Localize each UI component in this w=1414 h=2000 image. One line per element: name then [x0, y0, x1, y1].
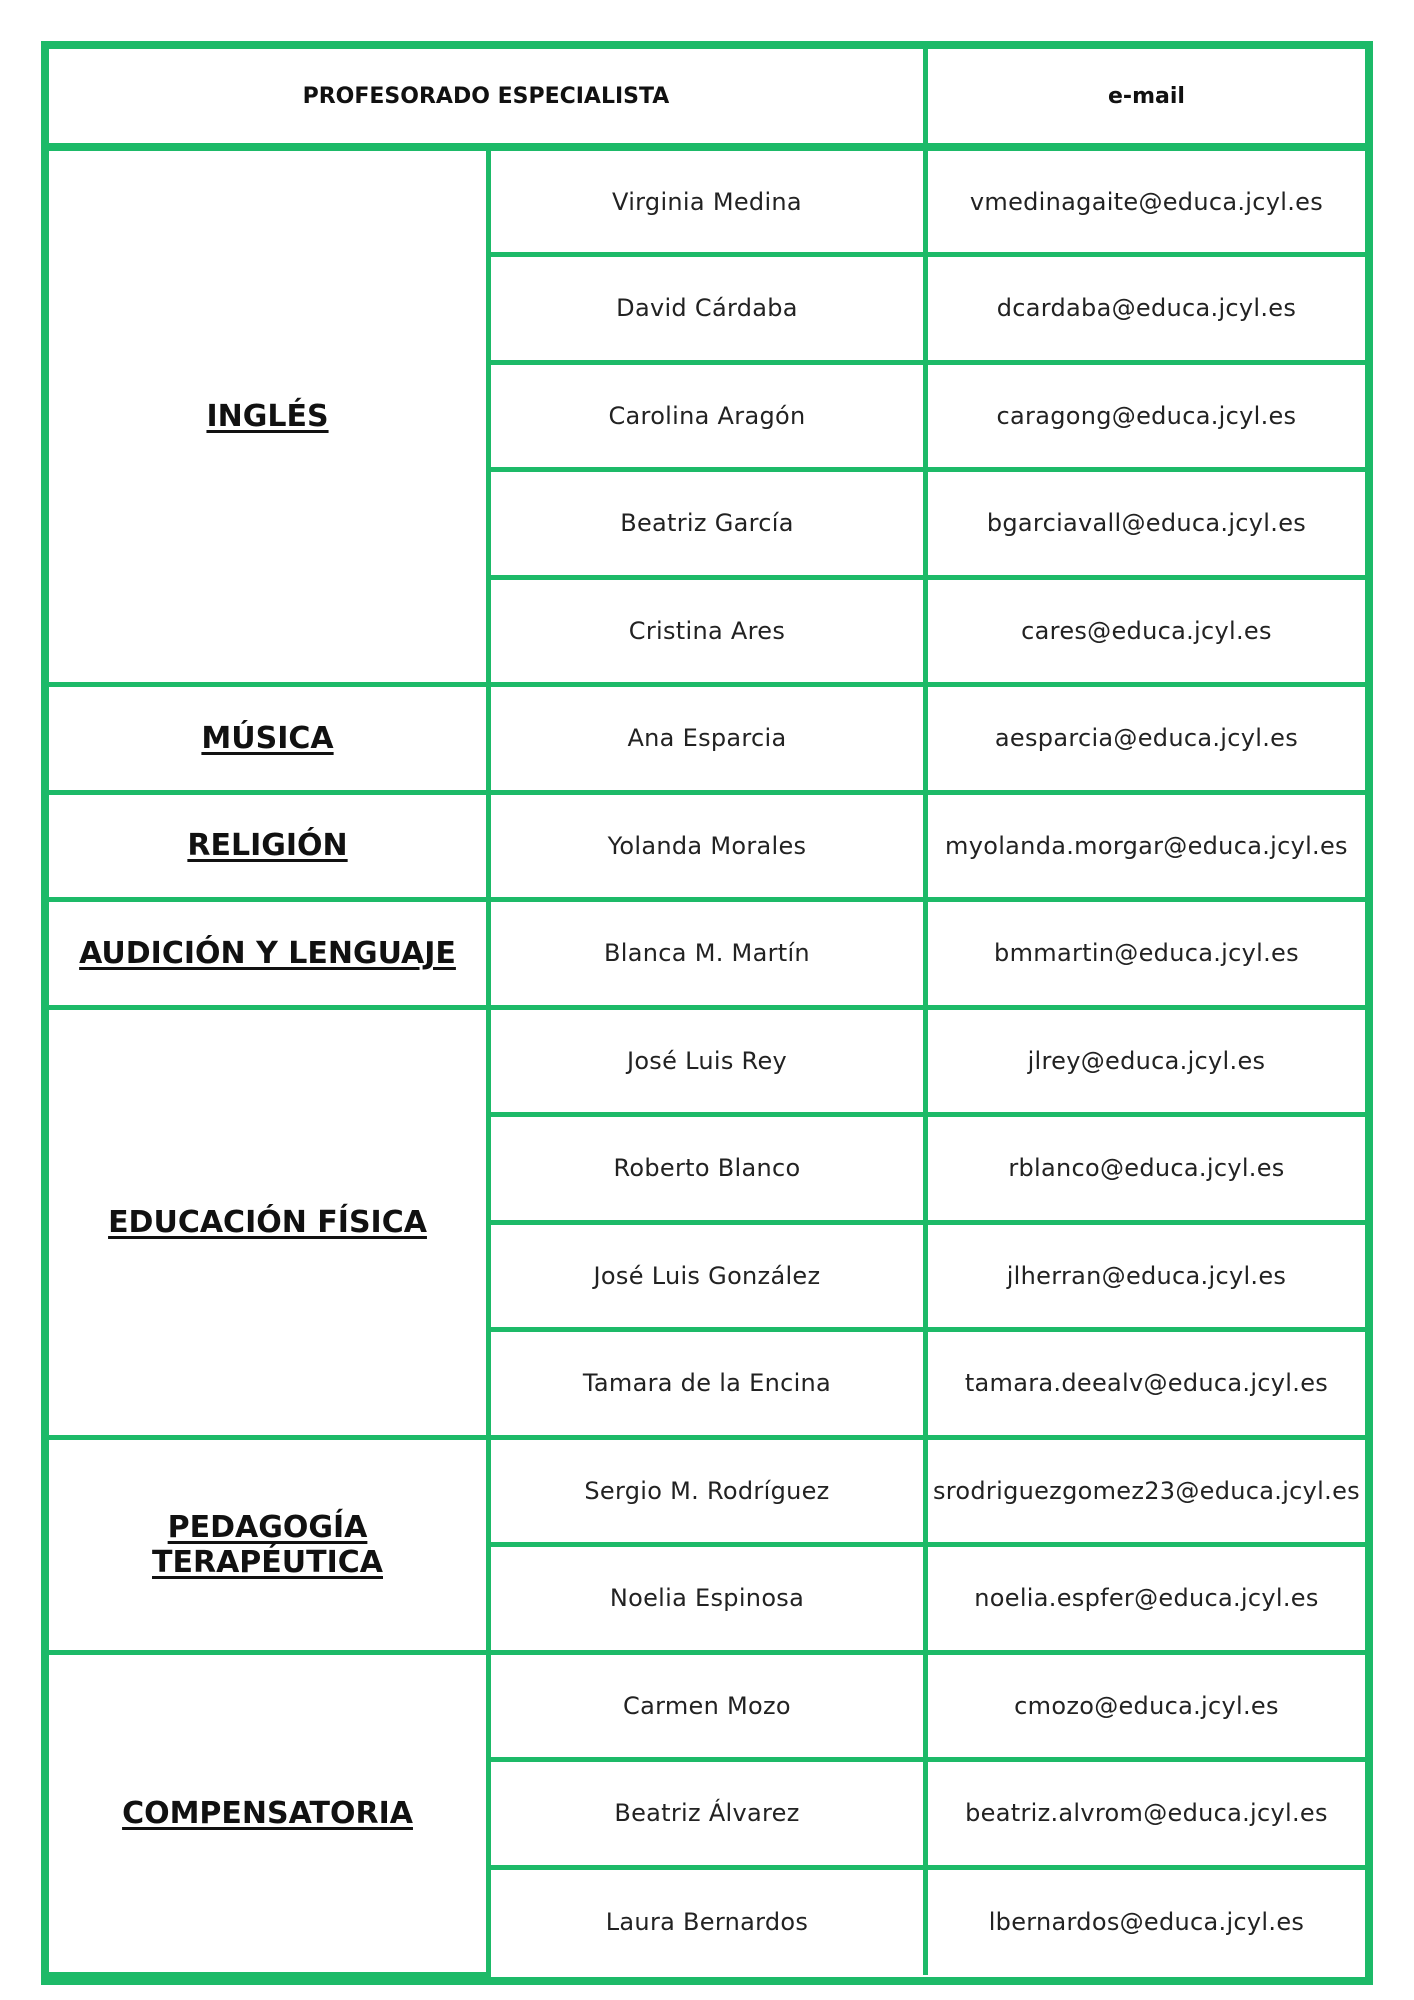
- teacher-name: Carolina Aragón: [489, 362, 926, 470]
- table-row: [49, 685, 1365, 793]
- teacher-email[interactable]: myolanda.morgar@educa.jcyl.es: [925, 792, 1365, 900]
- table-row: [49, 900, 1365, 1008]
- teacher-email[interactable]: caragong@educa.jcyl.es: [925, 362, 1365, 470]
- teacher-name: José Luis Rey: [489, 1007, 926, 1115]
- teacher-name: Ana Esparcia: [489, 685, 926, 793]
- teacher-name: Blanca M. Martín: [489, 900, 926, 1008]
- subject-label: MÚSICA: [49, 685, 489, 793]
- subject-label: EDUCACIÓN FÍSICA: [49, 1007, 489, 1437]
- teacher-email[interactable]: bgarciavall@educa.jcyl.es: [925, 470, 1365, 578]
- teacher-name: Beatriz García: [489, 470, 926, 578]
- teacher-email[interactable]: cmozo@educa.jcyl.es: [925, 1652, 1365, 1760]
- teacher-email[interactable]: jlrey@educa.jcyl.es: [925, 1007, 1365, 1115]
- subject-label: COMPENSATORIA: [49, 1652, 489, 1975]
- teacher-name: Virginia Medina: [489, 147, 926, 255]
- staff-table-frame: [41, 41, 1373, 1985]
- teacher-name: Cristina Ares: [489, 577, 926, 685]
- teacher-email[interactable]: beatriz.alvrom@educa.jcyl.es: [925, 1760, 1365, 1868]
- teacher-name: Beatriz Álvarez: [489, 1760, 926, 1868]
- teacher-name: Tamara de la Encina: [489, 1330, 926, 1438]
- header-email: e-mail: [925, 49, 1365, 147]
- teacher-email[interactable]: jlherran@educa.jcyl.es: [925, 1222, 1365, 1330]
- table-row: [49, 1652, 1365, 1760]
- teacher-name: José Luis González: [489, 1222, 926, 1330]
- teacher-name: Noelia Espinosa: [489, 1545, 926, 1653]
- teacher-name: Carmen Mozo: [489, 1652, 926, 1760]
- table-row: [49, 1007, 1365, 1115]
- header-specialist: PROFESORADO ESPECIALISTA: [49, 49, 925, 147]
- table-row: [49, 792, 1365, 900]
- subject-label: PEDAGOGÍA TERAPÉUTICA: [49, 1437, 489, 1652]
- teacher-name: Yolanda Morales: [489, 792, 926, 900]
- teacher-name: David Cárdaba: [489, 255, 926, 363]
- teacher-email[interactable]: rblanco@educa.jcyl.es: [925, 1115, 1365, 1223]
- teacher-name: Sergio M. Rodríguez: [489, 1437, 926, 1545]
- subject-label: AUDICIÓN Y LENGUAJE: [49, 900, 489, 1008]
- table-row: [49, 1437, 1365, 1545]
- teacher-email[interactable]: bmmartin@educa.jcyl.es: [925, 900, 1365, 1008]
- teacher-email[interactable]: cares@educa.jcyl.es: [925, 577, 1365, 685]
- table-row: [49, 147, 1365, 255]
- teacher-email[interactable]: lbernardos@educa.jcyl.es: [925, 1867, 1365, 1975]
- teacher-name: Roberto Blanco: [489, 1115, 926, 1223]
- teacher-email[interactable]: tamara.deealv@educa.jcyl.es: [925, 1330, 1365, 1438]
- teacher-email[interactable]: srodriguezgomez23@educa.jcyl.es: [925, 1437, 1365, 1545]
- teacher-email[interactable]: vmedinagaite@educa.jcyl.es: [925, 147, 1365, 255]
- subject-label: INGLÉS: [49, 147, 489, 685]
- specialist-teachers-table: [49, 49, 1365, 1977]
- table-header-row: [49, 49, 1365, 147]
- teacher-name: Laura Bernardos: [489, 1867, 926, 1975]
- teacher-email[interactable]: aesparcia@educa.jcyl.es: [925, 685, 1365, 793]
- table-body: [49, 147, 1365, 1975]
- subject-label: RELIGIÓN: [49, 792, 489, 900]
- teacher-email[interactable]: dcardaba@educa.jcyl.es: [925, 255, 1365, 363]
- teacher-email[interactable]: noelia.espfer@educa.jcyl.es: [925, 1545, 1365, 1653]
